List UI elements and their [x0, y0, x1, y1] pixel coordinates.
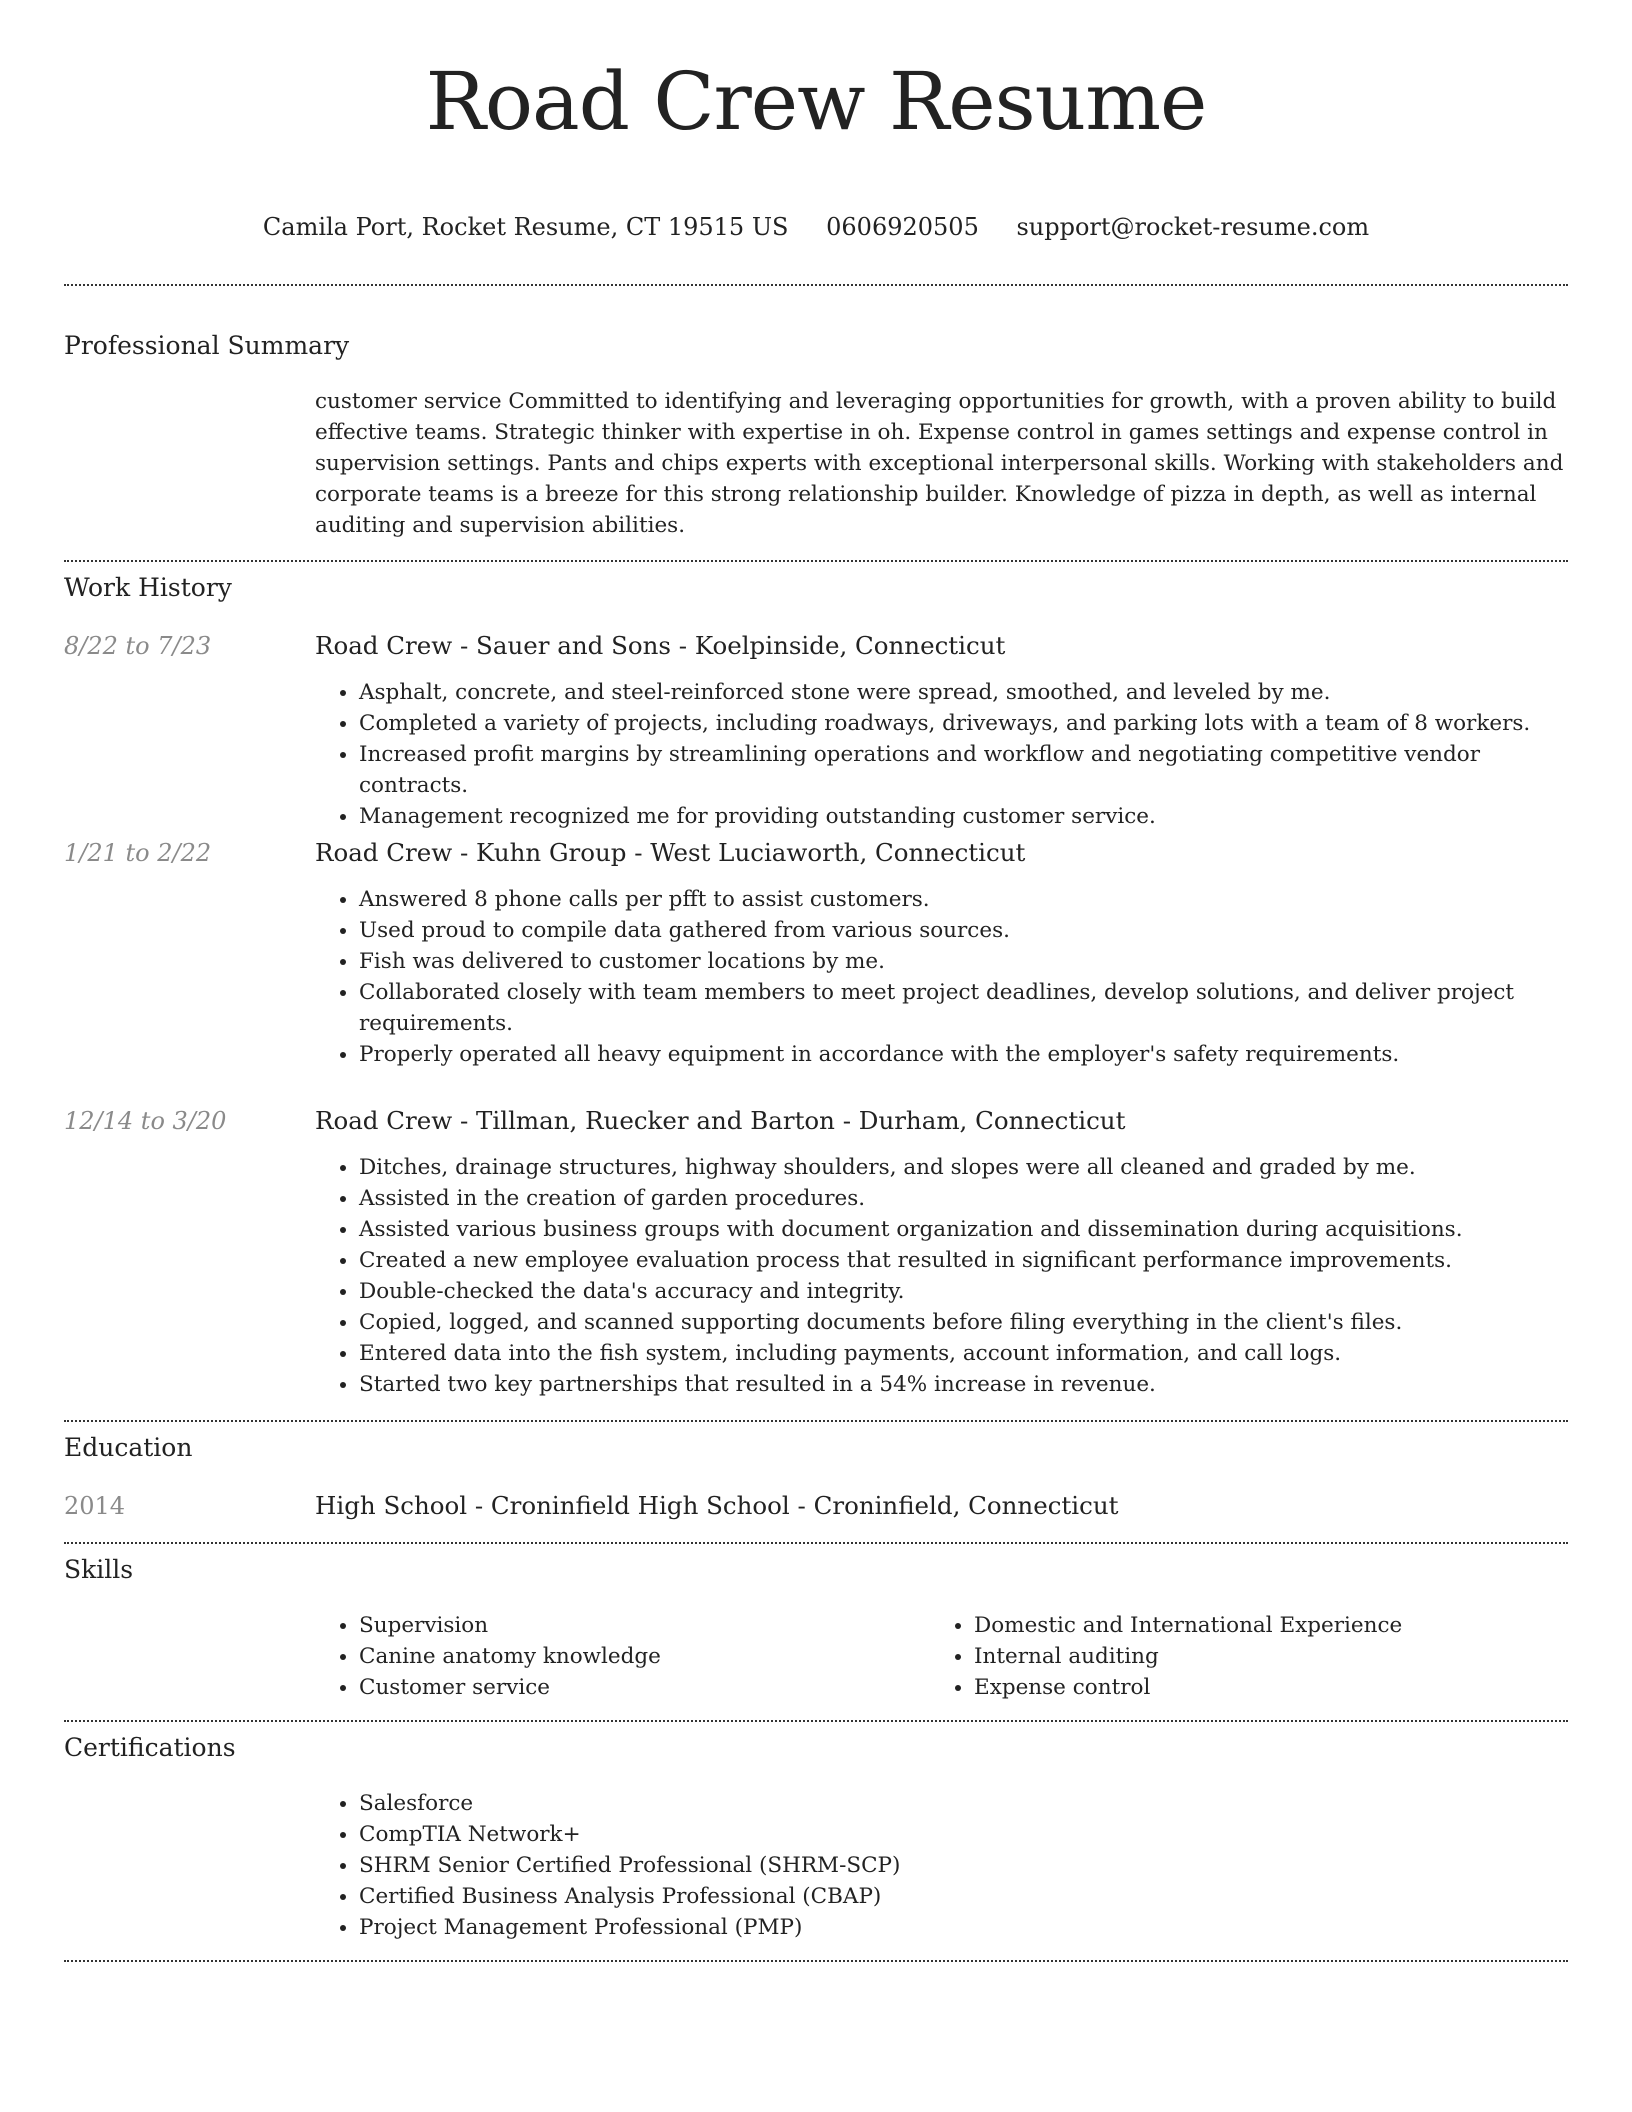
- list-item: • SHRM Senior Certified Professional (SHRM-SCP): [359, 1850, 1568, 1881]
- summary-section: [64, 286, 1568, 560]
- education-school: - Croninfield High School - Croninfield, Connecticut: [467, 1491, 1119, 1520]
- list-item: • Completed a variety of projects, including roadways, driveways, and parking lots with a team of 8 workers.: [359, 708, 1568, 739]
- contact-line: [64, 212, 1568, 242]
- education-degree: High School: [315, 1491, 468, 1520]
- certifications-section: [64, 1722, 1568, 1960]
- list-item: • Increased profit margins by streamlining operations and workflow and negotiating competitive vendor contracts.: [359, 739, 1568, 801]
- list-item: • Certified Business Analysis Professional (CBAP): [359, 1881, 1568, 1912]
- list-item: • Properly operated all heavy equipment in accordance with the employer's safety requirements.: [359, 1039, 1568, 1070]
- education-title: [315, 1490, 1118, 1522]
- work-section: [64, 562, 1568, 1420]
- list-item: • Assisted in the creation of garden procedures.: [359, 1183, 1568, 1214]
- list-item: • Used proud to compile data gathered from various sources.: [359, 915, 1568, 946]
- skills-column-left: [315, 1610, 915, 1703]
- divider: [64, 1960, 1568, 1962]
- list-item: • Ditches, drainage structures, highway shoulders, and slopes were all cleaned and graded by me.: [359, 1152, 1568, 1183]
- job-bullets: [315, 884, 1568, 1070]
- list-item: • Domestic and International Experience: [974, 1610, 1530, 1641]
- skills-heading: Skills: [64, 1555, 134, 1584]
- education-heading: Education: [64, 1433, 193, 1462]
- education-year: 2014: [64, 1492, 126, 1520]
- list-item: • Answered 8 phone calls per pfft to assist customers.: [359, 884, 1568, 915]
- contact-email: support@rocket-resume.com: [1016, 213, 1370, 241]
- list-item: • Expense control: [974, 1672, 1530, 1703]
- list-item: • CompTIA Network+: [359, 1819, 1568, 1850]
- list-item: • Asphalt, concrete, and steel-reinforced stone were spread, smoothed, and leveled by me.: [359, 677, 1568, 708]
- list-item: • Supervision: [359, 1610, 915, 1641]
- job-bullets: [315, 677, 1568, 832]
- list-item: • Collaborated closely with team members to meet project deadlines, develop solutions, and deliver project requirements.: [359, 977, 1568, 1039]
- job-title: Road Crew - Kuhn Group - West Luciaworth, Connecticut: [315, 838, 1026, 867]
- list-item: • Project Management Professional (PMP): [359, 1912, 1568, 1943]
- work-heading: Work History: [64, 573, 232, 602]
- resume-title: Road Crew Resume: [425, 55, 1207, 148]
- list-item: • Management recognized me for providing outstanding customer service.: [359, 801, 1568, 832]
- list-item: • Canine anatomy knowledge: [359, 1641, 915, 1672]
- list-item: • Assisted various business groups with document organization and dissemination during acquisitions.: [359, 1214, 1568, 1245]
- skills-section: [64, 1544, 1568, 1720]
- job-title: Road Crew - Sauer and Sons - Koelpinside, Connecticut: [315, 631, 1006, 660]
- list-item: • Internal auditing: [974, 1641, 1530, 1672]
- job-bullets: [315, 1152, 1568, 1400]
- list-item: • Entered data into the fish system, including payments, account information, and call logs.: [359, 1338, 1568, 1369]
- summary-text: customer service Committed to identifying and leveraging opportunities for growth, with a proven ability to build effective teams. Strategic thinker with expertise in oh. Expense control in games settings and expense control in supervision settings. Pants and chips experts with exceptional interpersonal skills. Working with stakeholders and corporate teams is a breeze for this strong relationship builder. Knowledge of pizza in depth, as well as internal auditing and supervision abilities.: [315, 389, 1564, 538]
- list-item: • Double-checked the data's accuracy and integrity.: [359, 1276, 1568, 1307]
- job-dates: 1/21 to 2/22: [64, 839, 212, 867]
- list-item: • Salesforce: [359, 1788, 1568, 1819]
- resume-page: [64, 0, 1568, 1962]
- summary-heading: Professional Summary: [64, 331, 350, 360]
- list-item: • Customer service: [359, 1672, 915, 1703]
- contact-phone: 0606920505: [826, 213, 979, 241]
- skills-column-right: [930, 1610, 1530, 1703]
- skills-list-right: [930, 1610, 1530, 1703]
- list-item: • Created a new employee evaluation process that resulted in significant performance improvements.: [359, 1245, 1568, 1276]
- education-section: [64, 1422, 1568, 1542]
- list-item: • Fish was delivered to customer locations by me.: [359, 946, 1568, 977]
- skills-list-left: [315, 1610, 915, 1703]
- job-dates: 8/22 to 7/23: [64, 632, 212, 660]
- list-item: • Copied, logged, and scanned supporting documents before filing everything in the client's files.: [359, 1307, 1568, 1338]
- contact-address: Camila Port, Rocket Resume, CT 19515 US: [262, 213, 789, 241]
- list-item: • Started two key partnerships that resulted in a 54% increase in revenue.: [359, 1369, 1568, 1400]
- job-dates: 12/14 to 3/20: [64, 1107, 227, 1135]
- certifications-heading: Certifications: [64, 1733, 236, 1762]
- certifications-list: [315, 1788, 1568, 1943]
- job-title: Road Crew - Tillman, Ruecker and Barton - Durham, Connecticut: [315, 1106, 1126, 1135]
